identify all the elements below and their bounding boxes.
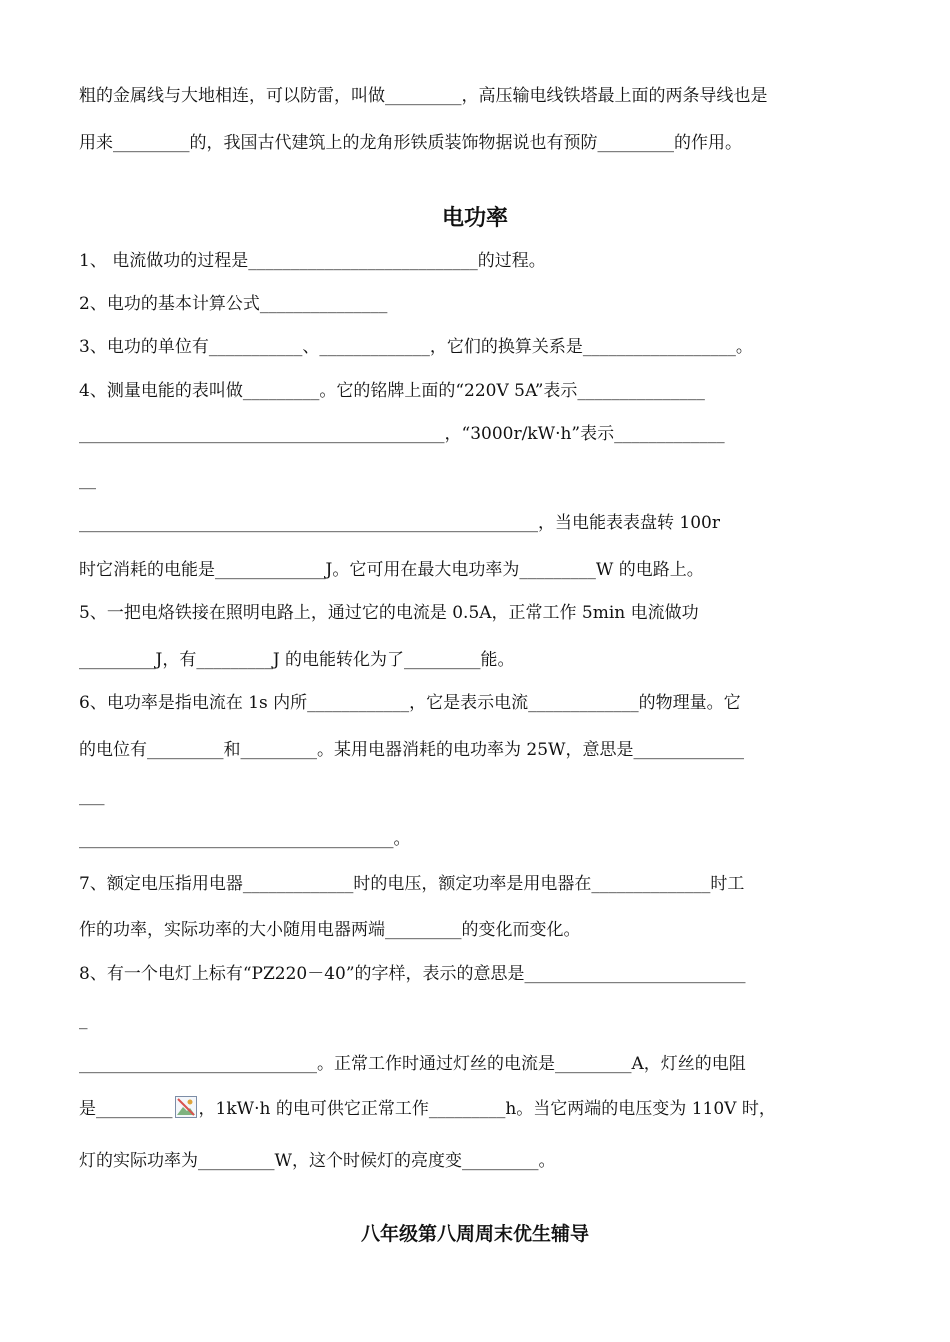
question-8-line-4-before: 是_________ bbox=[79, 1099, 173, 1119]
question-7-line-2: 作的功率，实际功率的大小随用电器两端_________的变化而变化。 bbox=[79, 920, 581, 940]
question-8-line-3: ____________________________。正常工作时通过灯丝的电流是_________A，灯丝的电阻 bbox=[79, 1054, 746, 1074]
question-5-line-1: 5、一把电烙铁接在照明电路上，通过它的电流是 0.5A，正常工作 5min 电流做功 bbox=[79, 603, 699, 623]
question-8-line-2: _ bbox=[79, 1010, 88, 1030]
question-7-line-1: 7、额定电压指用电器_____________时的电压，额定功率是用电器在______________时工 bbox=[79, 874, 745, 894]
question-4-line-2: ___________________________________________，“3000r/kW·h”表示_____________ bbox=[79, 424, 725, 444]
question-5-line-2: _________J，有_________J 的电能转化为了_________能。 bbox=[79, 650, 515, 670]
question-3: 3、电功的单位有___________、_____________，它们的换算关系是__________________。 bbox=[79, 337, 753, 357]
question-8-line-5: 灯的实际功率为_________W，这个时候灯的亮度变_________。 bbox=[79, 1151, 556, 1171]
question-8-line-4-after: ，1kW·h 的电可供它正常工作_________h。当它两端的电压变为 110V 时， bbox=[198, 1099, 776, 1119]
question-6-line-1: 6、电功率是指电流在 1s 内所____________，它是表示电流_____________的物理量。它 bbox=[79, 693, 741, 713]
question-6-line-2: 的电位有_________和_________。某用电器消耗的电功率为 25W，意思是_____________ bbox=[79, 740, 745, 760]
question-6-line-4: _____________________________________。 bbox=[79, 829, 411, 849]
question-8-line-4 bbox=[79, 1096, 874, 1121]
question-1: 1、 电流做功的过程是___________________________的过程。 bbox=[79, 251, 546, 271]
intro-line-2: 用来_________的，我国古代建筑上的龙角形铁质装饰物据说也有预防_________的作用。 bbox=[79, 133, 742, 153]
section-title: 电功率 bbox=[441, 206, 508, 231]
intro-line-1: 粗的金属线与大地相连，可以防雷，叫做_________，高压输电线铁塔最上面的两条导线也是 bbox=[79, 86, 768, 106]
question-4-line-5: 时它消耗的电能是_____________J。它可用在最大电功率为_________W 的电路上。 bbox=[79, 560, 704, 580]
question-4-line-4: ______________________________________________________，当电能表表盘转 100r bbox=[79, 513, 720, 533]
question-4-line-1: 4、测量电能的表叫做_________。它的铭牌上面的“220V 5A”表示_______________ bbox=[79, 381, 705, 401]
question-6-line-3: ___ bbox=[79, 786, 105, 806]
question-4-line-3: __ bbox=[79, 470, 96, 490]
broken-image-icon bbox=[175, 1096, 197, 1118]
footer-title: 八年级第八周周末优生辅导 bbox=[360, 1223, 589, 1245]
question-2: 2、电功的基本计算公式_______________ bbox=[79, 294, 388, 314]
question-8-line-1: 8、有一个电灯上标有“PZ220－40”的字样，表示的意思是__________________________ bbox=[79, 964, 746, 984]
